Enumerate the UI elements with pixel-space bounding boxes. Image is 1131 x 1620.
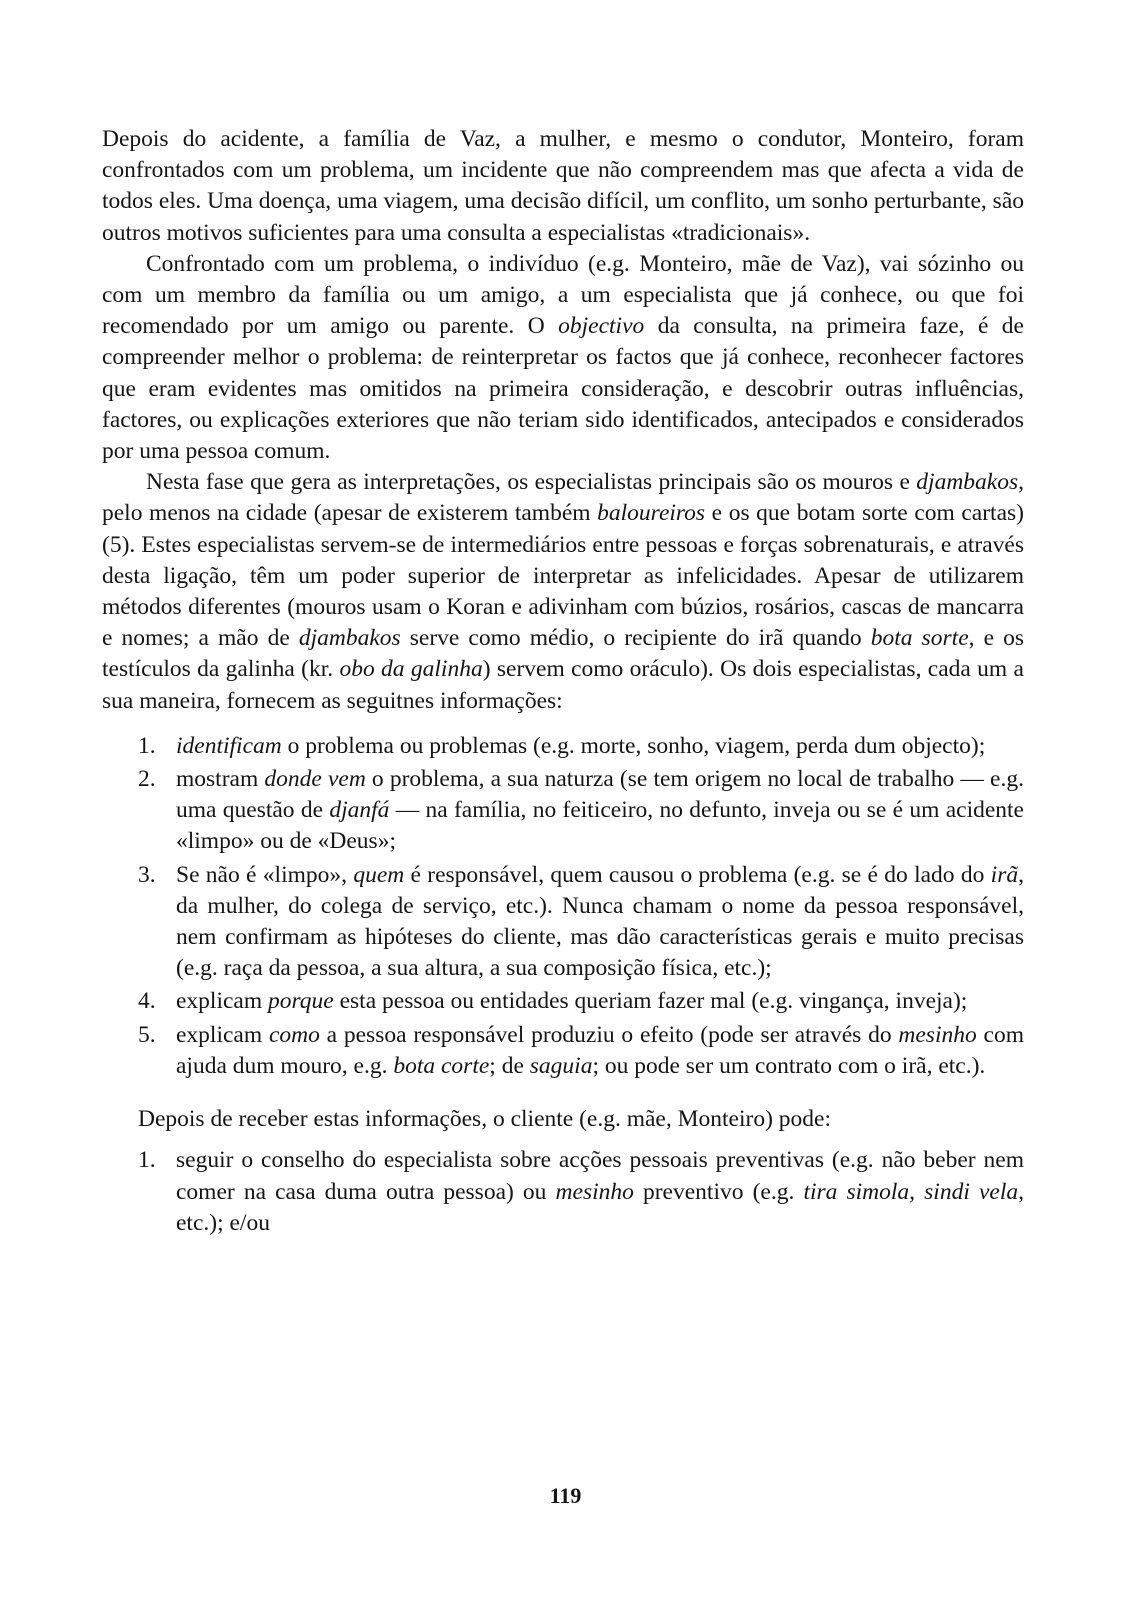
list-item-emphasis: bota corte xyxy=(393,1052,490,1079)
paragraph-2-text-a: Confrontado com um problema, o indivíduo (e.g. Monteiro, mãe de Vaz), vai sózinho ou com um membro da família ou um amigo, a um especialista que já conhece, ou que foi recomendado por um amigo ou parente. O xyxy=(102,250,1024,340)
paragraph-3-emphasis-3: djambakos xyxy=(298,625,401,652)
paragraph-3-emphasis-2: baloureiros xyxy=(597,500,706,527)
list-item-number: 3. xyxy=(138,861,156,888)
paragraph-3-emphasis-1: djambakos xyxy=(916,469,1019,496)
list-item xyxy=(102,860,1024,985)
information-list xyxy=(102,731,1024,1082)
list-item-number: 4. xyxy=(138,988,156,1015)
list-item-text: preventivo (e.g. xyxy=(633,1178,804,1205)
list-item-text: explicam xyxy=(176,988,269,1015)
list-item xyxy=(102,731,1024,762)
paragraph-3-text-f: ) servem como oráculo). Os dois especialistas, cada um a sua maneira, fornecem as seguitnes informações: xyxy=(102,656,1024,714)
client-options-list xyxy=(102,1145,1024,1239)
list-item xyxy=(102,1020,1024,1082)
list-item-number: 2. xyxy=(138,766,156,793)
paragraph-3 xyxy=(102,467,1024,717)
paragraph-3-text-a: Nesta fase que gera as interpretações, os especialistas principais são os mouros e xyxy=(146,469,917,496)
page-body xyxy=(102,124,1024,1241)
list-item-emphasis: irã xyxy=(990,861,1019,888)
list-item-text: seguir o conselho do especialista sobre acções pessoais preventivas (e.g. não beber nem comer na casa duma outra pessoa) ou xyxy=(176,1147,1024,1205)
list-item-emphasis: porque xyxy=(268,988,334,1015)
list-item-number: 5. xyxy=(138,1021,156,1048)
paragraph-3-emphasis-4: bota sorte xyxy=(870,625,969,652)
list-item-emphasis: mesinho xyxy=(555,1178,634,1205)
paragraph-3-text-e: , e os testículos da galinha (kr. xyxy=(102,625,1025,683)
list-item-text: ; de xyxy=(489,1052,530,1079)
list-item-text: com ajuda dum mouro, e.g. xyxy=(176,1021,1024,1079)
list-item-emphasis: como xyxy=(268,1021,320,1048)
paragraph-1: Depois do acidente, a família de Vaz, a mulher, e mesmo o condutor, Monteiro, foram confrontados com um problema, um incidente que não compreendem mas que afecta a vida de todos eles. Uma doença, uma viagem, uma decisão difícil, um conflito, um sonho perturbante, são outros motivos suficientes para uma consulta a especialistas «tradicionais». xyxy=(102,126,1024,246)
list-item-emphasis: donde vem xyxy=(264,766,366,793)
list-item-text: é responsável, quem causou o problema (e.g. se é do lado do xyxy=(404,861,991,888)
list-item-number: 1. xyxy=(138,1147,156,1174)
list-item-text: o problema ou problemas (e.g. morte, sonho, viagem, perda dum objecto); xyxy=(281,732,986,759)
list-item xyxy=(102,764,1024,858)
list-item-emphasis: identificam xyxy=(176,732,282,759)
list-item-text: o problema, a sua naturza (se tem origem no local de trabalho — e.g. uma questão de xyxy=(176,766,1024,824)
list-item-text: ; ou pode ser um contrato com o irã, etc.). xyxy=(592,1052,986,1079)
list-item xyxy=(102,986,1024,1017)
list-item-text: , etc.); e/ou xyxy=(176,1178,1024,1236)
list-item xyxy=(102,1145,1024,1239)
list-item-text: esta pessoa ou entidades queriam fazer mal (e.g. vingança, inveja); xyxy=(333,988,968,1015)
list-item-emphasis: quem xyxy=(353,861,405,888)
list-item-text: — na família, no feiticeiro, no defunto, inveja ou se é um acidente «limpo» ou de «Deus»; xyxy=(176,797,1024,855)
list-item-text: explicam xyxy=(176,1021,269,1048)
paragraph-3-text-b: , pelo menos na cidade (apesar de existerem também xyxy=(102,469,1024,527)
paragraph-after-list: Depois de receber estas informações, o cliente (e.g. mãe, Monteiro) pode: xyxy=(138,1106,831,1133)
list-item-emphasis: djanfá xyxy=(329,797,390,824)
list-item-text: Se não é «limpo», xyxy=(176,861,354,888)
paragraph-2-emphasis: objectivo xyxy=(558,313,645,340)
list-item-text: , da mulher, do colega de serviço, etc.). Nunca chamam o nome da pessoa responsável, nem confirmam as hipóteses do cliente, mas dão características gerais e muito precisas (e.g. raça da pessoa, a sua altura, a sua composição física, etc.); xyxy=(176,861,1024,982)
list-item-emphasis: mesinho xyxy=(898,1021,977,1048)
paragraph-3-text-d: serve como médio, o recipiente do irã quando xyxy=(400,625,871,652)
list-item-emphasis: tira simola, sindi vela xyxy=(803,1178,1019,1205)
list-item-emphasis: saguia xyxy=(529,1052,593,1079)
page-number: 119 xyxy=(549,1483,582,1508)
paragraph-3-emphasis-5: obo da galinha xyxy=(339,656,483,683)
list-item-number: 1. xyxy=(138,732,156,759)
list-item-text: a pessoa responsável produziu o efeito (pode ser através do xyxy=(319,1021,899,1048)
paragraph-2 xyxy=(102,249,1024,467)
paragraph-3-text-c: e os que botam sorte com cartas) (5). Estes especialistas servem-se de intermediários entre pessoas e forças sobrenaturais, e através desta ligação, têm um poder superior de interpretar as infelicidades. Apesar de utilizarem métodos diferentes (mouros usam o Koran e adivinham com búzios, rosários, cascas de mancarra e nomes; a mão de xyxy=(102,500,1024,652)
list-item-text: mostram xyxy=(176,766,265,793)
paragraph-2-text-b: da consulta, na primeira faze, é de compreender melhor o problema: de reinterpretar os factos que já conhece, reconhecer factores que eram evidentes mas omitidos na primeira consideração, e descobrir outras influências, factores, ou explicações exteriores que não teriam sido identificados, antecipados e considerados por uma pessoa comum. xyxy=(102,313,1024,465)
